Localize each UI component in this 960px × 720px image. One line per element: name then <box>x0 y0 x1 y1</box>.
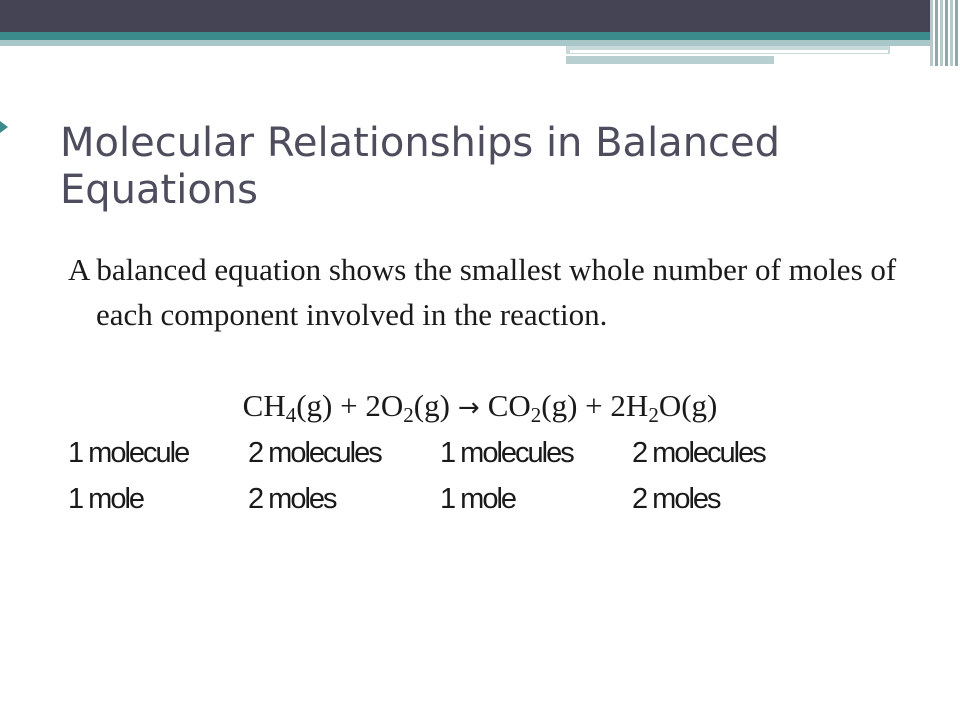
equation-term-water: O(g) <box>658 388 718 423</box>
equation-state: (g) + 2H <box>541 388 649 423</box>
molecules-cell: 2 molecules <box>632 437 765 469</box>
equation-term-carbon-dioxide: CO <box>487 388 531 423</box>
title-marker-icon <box>0 121 8 133</box>
header-vertical-stripes <box>930 0 960 66</box>
header-rule-highlight <box>570 50 888 53</box>
header-rule-secondary <box>566 56 774 64</box>
moles-cell: 1 mole <box>68 483 144 515</box>
molecules-cell: 2 molecules <box>248 437 381 469</box>
equation-subscript: 4 <box>285 403 297 427</box>
equation-subscript: 2 <box>530 403 542 427</box>
slide-title: Molecular Relationships in Balanced Equations <box>60 120 781 213</box>
moles-cell: 1 mole <box>440 483 516 515</box>
slide-header-decoration <box>0 0 960 68</box>
slide-body-text: A balanced equation shows the smallest whole number of moles of each component involved in the reaction. <box>68 252 897 332</box>
header-bar <box>0 0 930 32</box>
equation-state: (g) + 2O <box>296 388 404 423</box>
equation-subscript: 2 <box>403 403 414 427</box>
reaction-arrow-icon: → <box>457 393 480 423</box>
equation-term-methane: CH <box>242 388 286 423</box>
equation-subscript: 2 <box>648 403 659 427</box>
molecules-row <box>68 430 828 476</box>
moles-cell: 2 moles <box>248 483 336 515</box>
molecules-cell: 1 molecule <box>68 437 189 469</box>
moles-row <box>68 476 828 522</box>
mole-relationships <box>68 430 828 522</box>
moles-cell: 2 moles <box>632 483 720 515</box>
chemical-equation <box>0 383 960 431</box>
molecules-cell: 1 molecules <box>440 437 573 469</box>
equation-state: (g) <box>413 388 450 423</box>
header-accent-stripe <box>0 32 930 40</box>
